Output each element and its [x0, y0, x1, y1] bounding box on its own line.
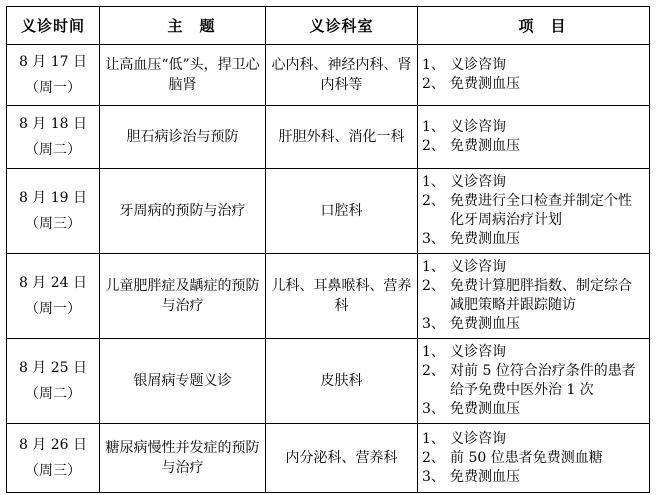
topic-cell: 牙周病的预防与治疗: [100, 169, 266, 254]
header-dept: 义诊科室: [266, 7, 418, 45]
item-text: 免费测血压: [450, 138, 520, 154]
item-number: 1、: [422, 259, 445, 275]
items-cell: [418, 45, 650, 106]
item-number: 2、: [422, 449, 445, 466]
item-text: 义诊咨询: [450, 259, 506, 275]
date-cell: [7, 45, 100, 106]
clinic-schedule-sheet: [6, 6, 649, 490]
table-body: [7, 45, 650, 493]
table-row: [7, 339, 650, 424]
date-text: 8 月 18 日: [18, 116, 88, 132]
item-number: 2、: [422, 363, 445, 379]
clinic-schedule-table: [6, 6, 650, 493]
item-number: 2、: [422, 193, 445, 209]
date-text: 8 月 25 日: [18, 360, 88, 376]
items-cell: [418, 254, 650, 339]
table-row: [7, 424, 650, 493]
item-text: 免费测血压: [450, 316, 520, 332]
weekday-text: （周二）: [25, 142, 81, 158]
item-line: [422, 75, 645, 94]
topic-cell: 儿童肥胖症及龋症的预防与治疗: [100, 254, 266, 339]
header-topic: 主 题: [100, 7, 266, 45]
date-text: 8 月 17 日: [18, 54, 88, 70]
date-text: 8 月 26 日: [18, 437, 88, 453]
item-line: [422, 258, 645, 277]
date-cell: [7, 254, 100, 339]
item-line: [422, 137, 645, 156]
item-text: 对前 5 位符合治疗条件的患者给予免费中医外治 1 次: [450, 363, 636, 398]
item-line: [422, 449, 645, 468]
item-number: 1、: [422, 430, 445, 447]
dept-cell: 儿科、耳鼻喉科、营养科: [266, 254, 418, 339]
topic-cell: 银屑病专题义诊: [100, 339, 266, 424]
item-text: 义诊咨询: [450, 57, 506, 73]
item-line: [422, 192, 645, 230]
item-number: 1、: [422, 57, 445, 73]
weekday-text: （周一）: [25, 80, 81, 96]
item-text: 义诊咨询: [450, 119, 506, 135]
dept-cell: 皮肤科: [266, 339, 418, 424]
item-number: 2、: [422, 278, 445, 294]
weekday-text: （周二）: [25, 386, 81, 402]
item-number: 3、: [422, 401, 445, 417]
date-cell: [7, 424, 100, 493]
item-number: 3、: [422, 468, 445, 485]
weekday-text: （周一）: [25, 301, 81, 317]
table-row: [7, 106, 650, 169]
items-cell: [418, 106, 650, 169]
item-line: [422, 118, 645, 137]
item-line: [422, 56, 645, 75]
item-line: [422, 362, 645, 400]
item-text: 义诊咨询: [450, 344, 506, 360]
header-date: 义诊时间: [7, 7, 100, 45]
table-header-row: [7, 7, 650, 45]
item-number: 3、: [422, 231, 445, 247]
item-text: 义诊咨询: [450, 174, 506, 190]
item-line: [422, 343, 645, 362]
date-text: 8 月 24 日: [18, 275, 88, 291]
table-row: [7, 169, 650, 254]
date-text: 8 月 19 日: [18, 190, 88, 206]
item-text: 免费进行全口检查并制定个性化牙周病治疗计划: [450, 193, 632, 228]
item-text: 免费测血压: [450, 468, 520, 485]
item-number: 2、: [422, 138, 445, 154]
item-line: [422, 468, 645, 487]
dept-cell: 内分泌科、营养科: [266, 424, 418, 493]
item-number: 1、: [422, 119, 445, 135]
item-number: 3、: [422, 316, 445, 332]
item-text: 前 50 位患者免费测血糖: [450, 449, 603, 466]
item-number: 1、: [422, 174, 445, 190]
header-items: 项 目: [418, 7, 650, 45]
date-cell: [7, 169, 100, 254]
table-row: [7, 254, 650, 339]
topic-cell: 胆石病诊治与预防: [100, 106, 266, 169]
weekday-text: （周三）: [25, 463, 81, 479]
date-cell: [7, 106, 100, 169]
item-line: [422, 430, 645, 449]
items-cell: [418, 424, 650, 493]
item-line: [422, 315, 645, 334]
items-cell: [418, 169, 650, 254]
dept-cell: 肝胆外科、消化一科: [266, 106, 418, 169]
item-text: 免费测血压: [450, 76, 520, 92]
item-line: [422, 400, 645, 419]
item-line: [422, 277, 645, 315]
item-text: 免费计算肥胖指数、制定综合减肥策略并跟踪随访: [450, 278, 632, 313]
weekday-text: （周三）: [25, 216, 81, 232]
item-text: 免费测血压: [450, 231, 520, 247]
item-line: [422, 230, 645, 249]
date-cell: [7, 339, 100, 424]
item-text: 免费测血压: [450, 401, 520, 417]
item-line: [422, 173, 645, 192]
topic-cell: 糖尿病慢性并发症的预防与治疗: [100, 424, 266, 493]
items-cell: [418, 339, 650, 424]
topic-cell: 让高血压“低”头，捍卫心脑肾: [100, 45, 266, 106]
item-text: 义诊咨询: [450, 430, 506, 447]
table-row: [7, 45, 650, 106]
item-number: 2、: [422, 76, 445, 92]
dept-cell: 口腔科: [266, 169, 418, 254]
dept-cell: 心内科、神经内科、肾内科等: [266, 45, 418, 106]
item-number: 1、: [422, 344, 445, 360]
